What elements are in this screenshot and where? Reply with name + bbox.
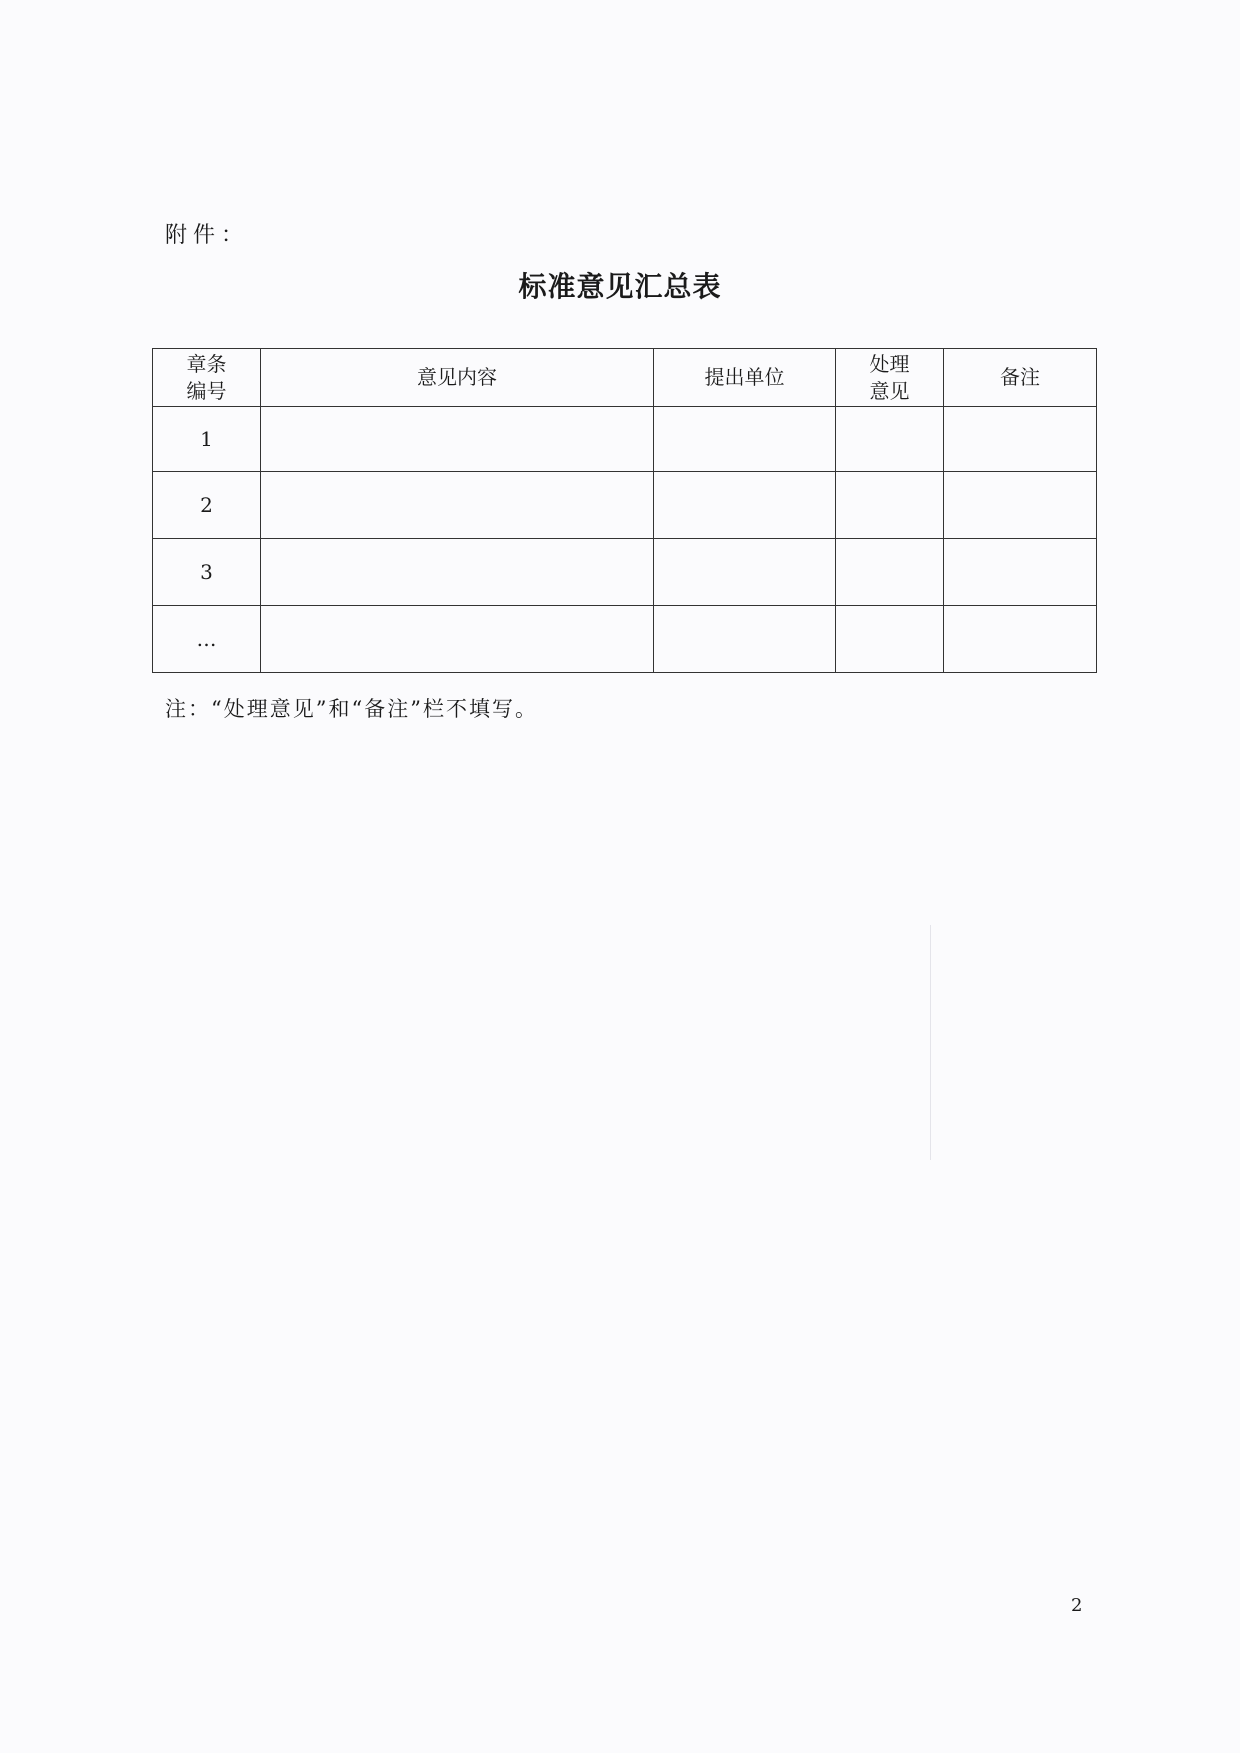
cell-submitting-unit[interactable] xyxy=(654,472,836,539)
header-clause-number-line2: 编号 xyxy=(186,378,227,403)
cell-opinion-content[interactable] xyxy=(261,407,654,472)
cell-opinion-content[interactable] xyxy=(261,539,654,606)
cell-remarks[interactable] xyxy=(944,539,1097,606)
cell-clause-number: … xyxy=(153,606,261,673)
table-row xyxy=(153,539,1097,606)
header-clause-number xyxy=(153,349,261,407)
header-submitting-unit-label: 提出单位 xyxy=(704,365,785,389)
page-title: 标准意见汇总表 xyxy=(518,270,722,303)
cell-clause-number: 1 xyxy=(153,407,261,472)
cell-clause-number: 3 xyxy=(153,539,261,606)
table-note: 注：“处理意见”和“备注”栏不填写。 xyxy=(165,697,538,721)
opinion-summary-table xyxy=(152,348,1097,673)
cell-clause-number: 2 xyxy=(153,472,261,539)
cell-handling-opinion[interactable] xyxy=(836,407,944,472)
header-remarks-label: 备注 xyxy=(1000,365,1040,389)
table-header-row xyxy=(153,349,1097,407)
cell-handling-opinion[interactable] xyxy=(836,606,944,673)
cell-remarks[interactable] xyxy=(944,407,1097,472)
table-row xyxy=(153,606,1097,673)
cell-remarks[interactable] xyxy=(944,606,1097,673)
header-opinion-content-label: 意见内容 xyxy=(417,365,497,389)
table-row xyxy=(153,472,1097,539)
cell-submitting-unit[interactable] xyxy=(654,539,836,606)
attachment-label: 附件： xyxy=(165,223,250,248)
header-opinion-content xyxy=(261,349,654,407)
header-clause-number-line1: 章条 xyxy=(186,351,227,376)
cell-handling-opinion[interactable] xyxy=(836,472,944,539)
header-handling-opinion xyxy=(836,349,944,407)
scan-artifact-line xyxy=(930,925,931,1160)
cell-handling-opinion[interactable] xyxy=(836,539,944,606)
page-number: 2 xyxy=(1071,1595,1083,1616)
table-row xyxy=(153,407,1097,472)
header-handling-opinion-line2: 意见 xyxy=(869,378,910,403)
cell-opinion-content[interactable] xyxy=(261,472,654,539)
cell-submitting-unit[interactable] xyxy=(654,606,836,673)
cell-submitting-unit[interactable] xyxy=(654,407,836,472)
header-remarks xyxy=(944,349,1097,407)
header-submitting-unit xyxy=(654,349,836,407)
cell-opinion-content[interactable] xyxy=(261,606,654,673)
header-handling-opinion-line1: 处理 xyxy=(869,351,910,376)
cell-remarks[interactable] xyxy=(944,472,1097,539)
